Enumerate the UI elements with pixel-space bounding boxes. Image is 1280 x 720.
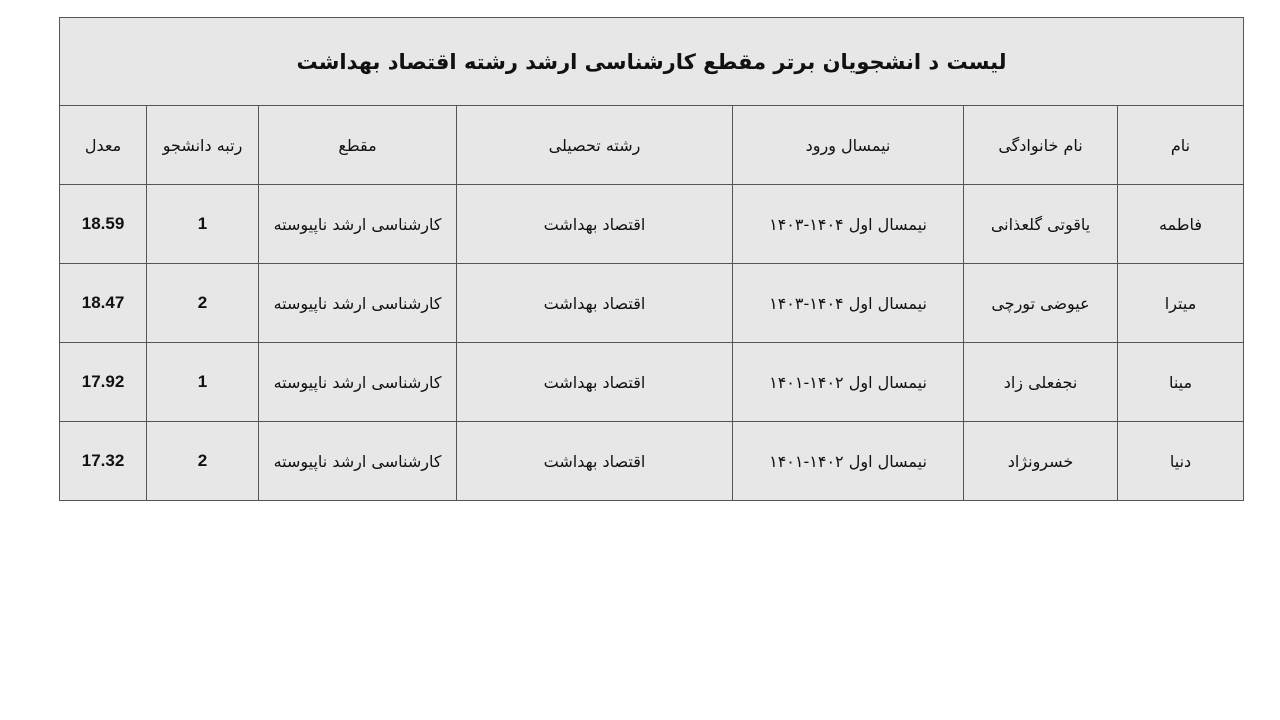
cell-first-name: مینا: [1118, 343, 1244, 422]
cell-last-name: عیوضی تورچی: [964, 264, 1118, 343]
cell-field-of-study: اقتصاد بهداشت: [457, 422, 733, 501]
table-row: [60, 343, 1244, 422]
cell-degree-level: کارشناسی ارشد ناپیوسته: [259, 185, 457, 264]
cell-gpa: 17.92: [60, 343, 147, 422]
cell-field-of-study: اقتصاد بهداشت: [457, 264, 733, 343]
table-title-row: [60, 18, 1244, 106]
header-student-rank: رتبه دانشجو: [147, 106, 259, 185]
cell-first-name: فاطمه: [1118, 185, 1244, 264]
cell-first-name: میترا: [1118, 264, 1244, 343]
cell-field-of-study: اقتصاد بهداشت: [457, 185, 733, 264]
header-field-of-study: رشته تحصیلی: [457, 106, 733, 185]
cell-gpa: 18.47: [60, 264, 147, 343]
cell-degree-level: کارشناسی ارشد ناپیوسته: [259, 343, 457, 422]
top-students-table: [59, 17, 1244, 501]
cell-entry-semester: نیمسال اول ۱۴۰۴-۱۴۰۳: [733, 185, 964, 264]
table-row: [60, 185, 1244, 264]
header-degree-level: مقطع: [259, 106, 457, 185]
table-row: [60, 264, 1244, 343]
cell-entry-semester: نیمسال اول ۱۴۰۲-۱۴۰۱: [733, 422, 964, 501]
cell-last-name: یاقوتی گلعذانی: [964, 185, 1118, 264]
cell-degree-level: کارشناسی ارشد ناپیوسته: [259, 422, 457, 501]
header-last-name: نام خانوادگی: [964, 106, 1118, 185]
table-title: لیست د انشجویان برتر مقطع کارشناسی ارشد رشته اقتصاد بهداشت: [60, 18, 1244, 106]
header-gpa: معدل: [60, 106, 147, 185]
cell-field-of-study: اقتصاد بهداشت: [457, 343, 733, 422]
students-table-container: [59, 17, 1243, 501]
cell-gpa: 18.59: [60, 185, 147, 264]
cell-gpa: 17.32: [60, 422, 147, 501]
cell-first-name: دنیا: [1118, 422, 1244, 501]
cell-student-rank: 1: [147, 185, 259, 264]
cell-degree-level: کارشناسی ارشد ناپیوسته: [259, 264, 457, 343]
header-first-name: نام: [1118, 106, 1244, 185]
table-row: [60, 422, 1244, 501]
cell-entry-semester: نیمسال اول ۱۴۰۴-۱۴۰۳: [733, 264, 964, 343]
cell-student-rank: 1: [147, 343, 259, 422]
cell-last-name: نجفعلی زاد: [964, 343, 1118, 422]
cell-last-name: خسرونژاد: [964, 422, 1118, 501]
table-header-row: [60, 106, 1244, 185]
header-entry-semester: نیمسال ورود: [733, 106, 964, 185]
cell-student-rank: 2: [147, 422, 259, 501]
cell-entry-semester: نیمسال اول ۱۴۰۲-۱۴۰۱: [733, 343, 964, 422]
cell-student-rank: 2: [147, 264, 259, 343]
